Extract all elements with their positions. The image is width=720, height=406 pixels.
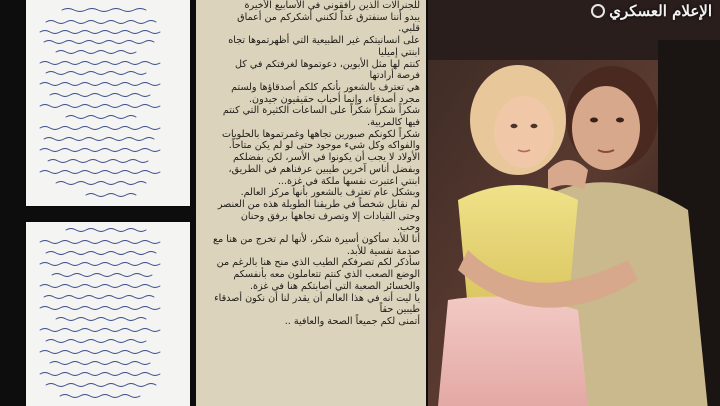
letter-line: والفواكه وكل شيء موجود حتى لو لم يكن متاحاً. xyxy=(228,140,420,152)
letter-line: طيبين حقاً xyxy=(379,304,420,316)
logo-text: الإعلام العسكري xyxy=(609,2,712,20)
handwritten-lines-2 xyxy=(26,222,190,406)
letter-line: الأولاد لا يجب أن يكونوا في الأسر، لكن بفضلكم xyxy=(233,152,420,164)
letter-line: فرصة أرادتها xyxy=(369,70,420,82)
photo-panel xyxy=(428,0,720,406)
letter-line: ابنتي اعتبرت نفسها ملكة في غزة... xyxy=(277,175,420,187)
letter-line: لم نقابل شخصاً في طريقنا الطويلة هذه من العنصر xyxy=(217,198,420,210)
letter-line: وبفضل أناس آخرين طيبين عرفناهم في الطريق، xyxy=(228,163,420,175)
letter-line: للجنرالات الذين رافقوني في الأسابيع الأخيرة xyxy=(244,0,420,11)
letter-line: ابنتي إميليا xyxy=(378,46,420,58)
letter-line: صدمة نفسية للأبد. xyxy=(346,245,420,257)
handwritten-lines-1 xyxy=(26,0,190,206)
letter-line: الوضع الصعب الذي كنتم تتعاملون معه بأنفسكم xyxy=(233,269,420,281)
media-logo xyxy=(591,0,712,22)
letter-text-panel xyxy=(196,0,426,406)
letter-line: والخسائر الصعبة التي أصابتكم هنا في غزة. xyxy=(249,280,420,292)
handwritten-letter-page-2 xyxy=(26,222,190,406)
handwritten-letter-page-1 xyxy=(26,0,190,206)
letter-line: سأذكر لكم تصرفكم الطيب الذي منح هنا بالرغم من xyxy=(216,257,420,269)
letter-line: مجرد أصدقاء، وإنما أحباب حقيقيون جيدون. xyxy=(248,93,420,105)
photo-illustration xyxy=(428,0,720,406)
letter-line: قلبي. xyxy=(398,23,420,35)
logo-mark-icon xyxy=(591,4,605,18)
letter-line: فيها كالمربية. xyxy=(367,117,420,129)
letter-line: شكراً لكونكم صبورين تجاهها وغمرتموها بالحلويات xyxy=(222,128,420,140)
letter-line: على انسانيتكم غير الطبيعية التي أظهرتموها تجاه xyxy=(228,35,420,47)
letter-line: وبشكل عام تعترف بالشعور بأنها مركز العالم. xyxy=(240,187,420,199)
letter-line: شكراً شكراً شكراً على الساعات الكثيرة التي كنتم xyxy=(222,105,420,117)
letter-line: أتمنى لكم جميعاً الصحة والعافية .. xyxy=(284,315,420,327)
letter-line: وحب. xyxy=(396,222,420,234)
letter-line: هي تعترف بالشعور بأنكم كلكم أصدقاؤها ولستم xyxy=(231,81,420,93)
letter-text xyxy=(204,0,420,328)
letter-line: وحتى القيادات إلا وتصرف تجاهها برفق وحنان xyxy=(240,210,420,222)
letter-line: أنا للأبد سأكون أسيرة شكر، لأنها لم تخرج من هنا مع xyxy=(213,234,420,246)
letter-line: يا ليت أنه في هذا العالم أن يقدر لنا أن نكون أصدقاء xyxy=(214,292,420,304)
letter-line: كنتم لها مثل الأبوين، دعوتموها لغرفتكم في كل xyxy=(234,58,420,70)
letter-line: يبدو أننا سنفترق غداً لكنني أشكركم من أعماق xyxy=(237,11,420,23)
